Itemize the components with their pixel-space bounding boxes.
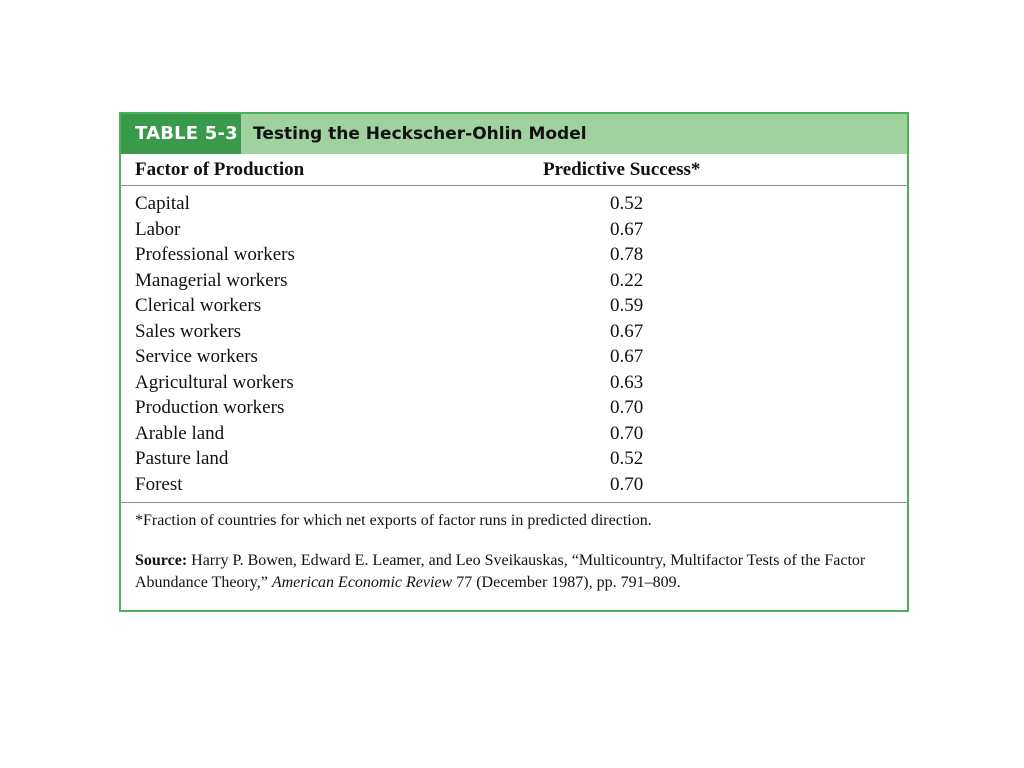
table-row [121, 293, 907, 319]
source-citation-end: 77 (December 1987), pp. 791–809. [452, 574, 681, 591]
factor-cell: Forest [135, 473, 183, 495]
factor-cell: Service workers [135, 346, 258, 367]
factor-cell: Clerical workers [135, 295, 262, 316]
factor-cell: Pasture land [135, 448, 229, 469]
factor-cell: Managerial workers [135, 269, 288, 291]
table-row [121, 370, 907, 396]
table-row [121, 472, 907, 498]
factor-cell: Production workers [135, 397, 285, 418]
predictive-success-cell: 0.52 [610, 193, 644, 214]
predictive-success-cell: 0.59 [610, 295, 644, 316]
table-row [121, 217, 907, 243]
predictive-success-cell: 0.67 [610, 320, 644, 342]
table-row [121, 421, 907, 447]
factor-cell: Labor [135, 218, 181, 240]
factor-cell: Sales workers [135, 320, 242, 342]
table-source [135, 550, 885, 594]
table-body [121, 191, 907, 497]
table-row [121, 242, 907, 268]
table-row [121, 344, 907, 370]
predictive-success-cell: 0.78 [610, 244, 644, 265]
table-title-bar [121, 114, 907, 154]
predictive-success-cell: 0.70 [610, 397, 644, 418]
predictive-success-cell: 0.67 [610, 346, 644, 367]
source-label: Source: [135, 552, 188, 569]
table-row [121, 395, 907, 421]
source-journal: American Economic Review [271, 574, 453, 591]
predictive-success-cell: 0.70 [610, 473, 644, 495]
table-5-3 [119, 112, 909, 612]
table-row [121, 319, 907, 345]
factor-cell: Capital [135, 193, 190, 214]
source-citation-text: Harry P. Bowen, Edward E. Leamer, and Leo Sveikauskas, “Multicountry, Multifactor Tests of the Factor Abundance Theory,” [135, 552, 866, 591]
predictive-success-cell: 0.63 [610, 371, 644, 393]
table-number-label: TABLE 5-3 [121, 114, 241, 154]
table-row [121, 446, 907, 472]
table-row [121, 191, 907, 217]
table-footnote: *Fraction of countries for which net exports of factor runs in predicted direction. [135, 512, 652, 529]
predictive-success-cell: 0.70 [610, 422, 644, 444]
predictive-success-cell: 0.67 [610, 218, 644, 240]
predictive-success-cell: 0.22 [610, 269, 644, 291]
factor-cell: Agricultural workers [135, 371, 294, 393]
table-row [121, 268, 907, 294]
predictive-success-cell: 0.52 [610, 448, 644, 469]
column-header-factor: Factor of Production [135, 159, 305, 180]
footer-divider [121, 502, 907, 503]
table-header-row [121, 154, 907, 186]
column-header-predictive-success: Predictive Success* [543, 159, 701, 180]
table-title: Testing the Heckscher-Ohlin Model [253, 124, 587, 144]
factor-cell: Professional workers [135, 244, 295, 265]
factor-cell: Arable land [135, 422, 225, 444]
